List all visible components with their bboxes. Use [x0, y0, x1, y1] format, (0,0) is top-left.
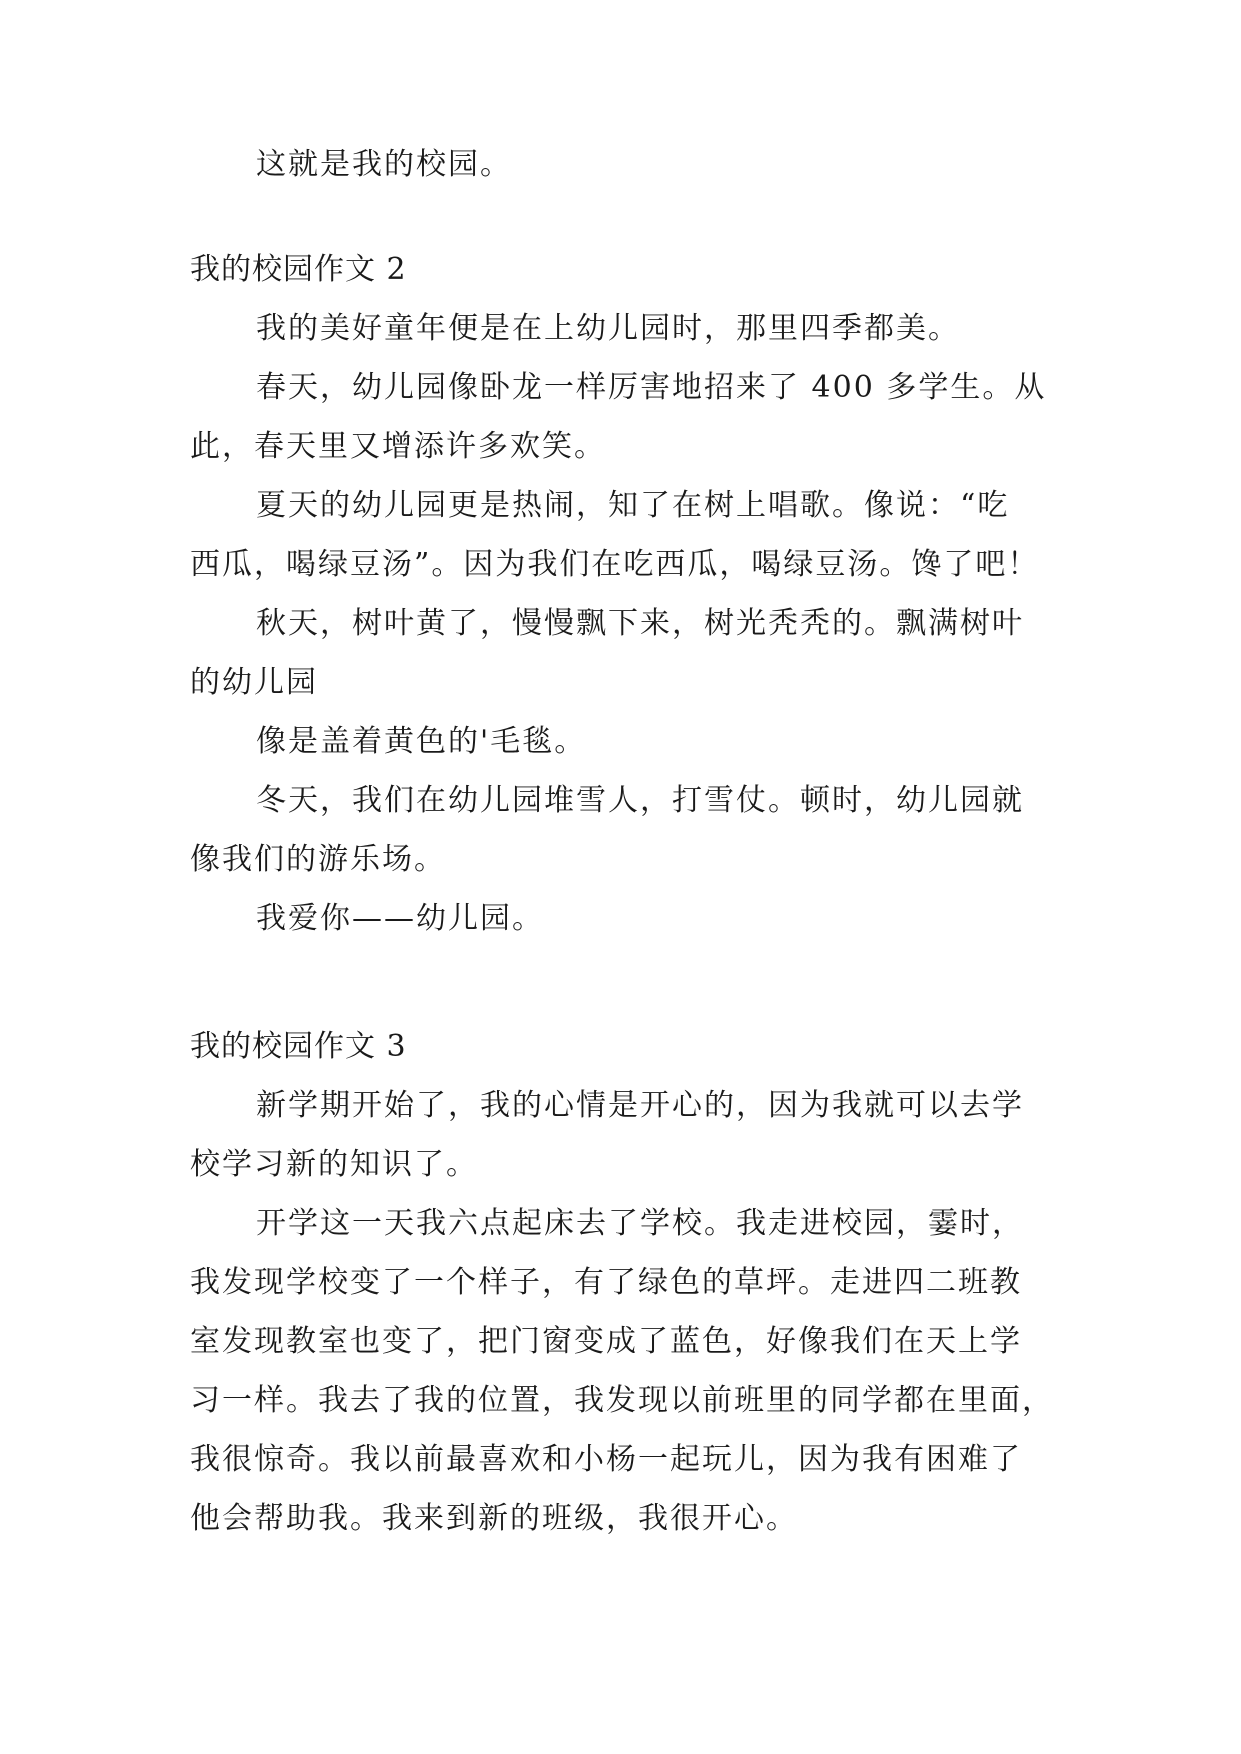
- essay3-line-8: 他会帮助我。我来到新的班级，我很开心。: [190, 1501, 798, 1536]
- essay2-line-8: 像是盖着黄色的'毛毯。: [256, 724, 587, 759]
- essay3-line-1: 新学期开始了，我的心情是开心的，因为我就可以去学: [256, 1088, 1024, 1123]
- essay2: [190, 240, 1050, 948]
- essay2-line-5: 西瓜，喝绿豆汤”。因为我们在吃西瓜，喝绿豆汤。馋了吧！: [190, 547, 1040, 582]
- essay3-line-3: 开学这一天我六点起床去了学校。我走进校园，霎时，: [256, 1206, 1024, 1241]
- essay3-line-4: 我发现学校变了一个样子，有了绿色的草坪。走进四二班教: [190, 1265, 1022, 1300]
- essay3-title: 我的校园作文 3: [190, 1029, 407, 1064]
- essay3-line-6: 习一样。我去了我的位置，我发现以前班里的同学都在里面，: [190, 1383, 1054, 1418]
- essay2-line-7: 的幼儿园: [190, 665, 318, 700]
- essay2-line-4: 夏天的幼儿园更是热闹，知了在树上唱歌。像说：“吃: [256, 488, 1010, 523]
- essay2-line-9: 冬天，我们在幼儿园堆雪人，打雪仗。顿时，幼儿园就: [256, 783, 1024, 818]
- essay3-line-7: 我很惊奇。我以前最喜欢和小杨一起玩儿，因为我有困难了: [190, 1442, 1022, 1477]
- essay2-line-3: 此，春天里又增添许多欢笑。: [190, 429, 606, 464]
- essay2-line-11: 我爱你——幼儿园。: [256, 901, 544, 936]
- essay2-line-6: 秋天，树叶黄了，慢慢飘下来，树光秃秃的。飘满树叶: [256, 606, 1024, 641]
- essay2-line-1: 我的美好童年便是在上幼儿园时，那里四季都美。: [256, 311, 960, 346]
- essay2-line-10: 像我们的游乐场。: [190, 842, 446, 877]
- essay2-line-2: 春天，幼儿园像卧龙一样厉害地招来了 400 多学生。从: [256, 370, 1047, 405]
- essay3-line-2: 校学习新的知识了。: [190, 1147, 478, 1182]
- essay2-title: 我的校园作文 2: [190, 252, 407, 287]
- section1-closing-line: 这就是我的校园。: [256, 147, 512, 182]
- essay3: [190, 1017, 1054, 1548]
- essay3-line-5: 室发现教室也变了，把门窗变成了蓝色，好像我们在天上学: [190, 1324, 1022, 1359]
- section1: [190, 135, 1050, 194]
